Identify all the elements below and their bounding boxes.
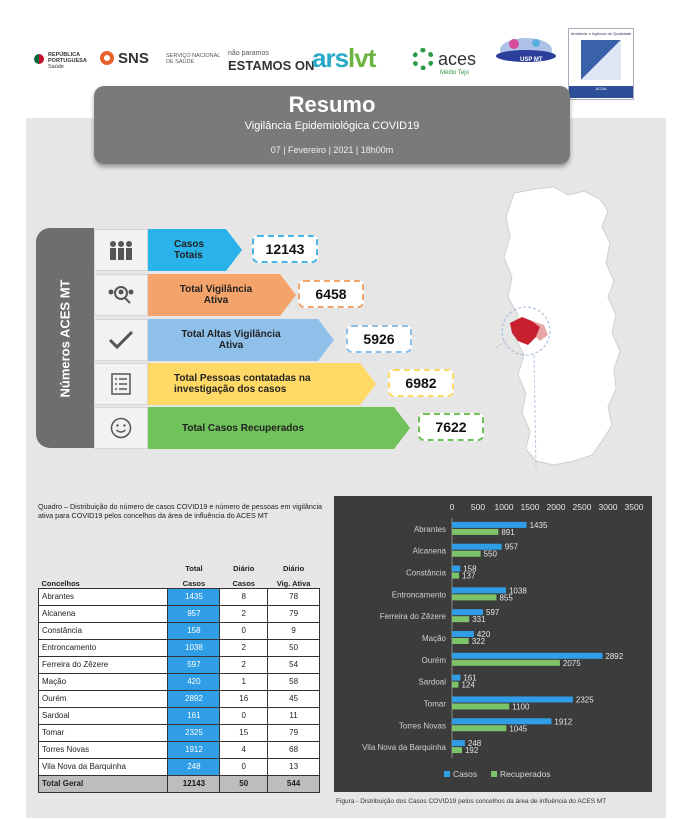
bar-casos (452, 522, 527, 528)
indicator-value: 6982 (388, 369, 454, 397)
indicator-label-wrap (148, 231, 242, 269)
diario-casos-cell: 50 (220, 775, 268, 792)
header-cell: Diário (233, 564, 255, 573)
header-cell: Total (185, 564, 203, 573)
side-label: Números ACES MT (57, 279, 73, 397)
header-cell (39, 558, 168, 573)
total-casos-cell: 248 (168, 758, 220, 775)
indicator-value: 7622 (418, 413, 484, 441)
diario-vig-cell: 45 (268, 690, 320, 707)
bar-recuperados (452, 594, 496, 600)
indicator-label: Total Pessoas contatadas na investigação dos casos (174, 373, 311, 395)
sns-text: SNS (118, 50, 149, 67)
lvt-text: lvt (348, 43, 376, 73)
table-row (39, 622, 320, 639)
indicator-value: 5926 (346, 325, 412, 353)
bar-recuperados (452, 682, 458, 688)
aces-logo (412, 48, 476, 76)
concelho-cell: Total Geral (39, 775, 168, 792)
bar-recuperados (452, 703, 509, 709)
badge-top: Ambiente e Agência de Qualidade (570, 31, 632, 36)
concelho-cell: Ourém (39, 690, 168, 707)
bar-recuperados (452, 725, 506, 731)
bar-recuperados (452, 616, 469, 622)
table-total-row (39, 775, 320, 792)
indicator-label: Total Altas Vigilância Ativa (181, 329, 281, 351)
badge-foot: ACSA (569, 86, 633, 98)
category-label: Vila Nova da Barquinha (362, 743, 446, 753)
category-label: Mação (421, 634, 446, 643)
indicator-value: 6458 (298, 280, 364, 308)
concelho-cell: Tomar (39, 724, 168, 741)
concelho-cell: Mação (39, 673, 168, 690)
diario-casos-cell: 16 (220, 690, 268, 707)
aces-dots-icon (412, 48, 434, 70)
estamos-text: ESTAMOS ON (228, 58, 315, 73)
legend-entry: Recuperados (500, 769, 551, 779)
diario-casos-cell: 0 (220, 707, 268, 724)
bar-recuperados (452, 660, 560, 666)
data-label: 1435 (529, 520, 548, 530)
data-label: 855 (499, 593, 513, 603)
aces-sub: Médio Tejo (440, 70, 469, 76)
numeros-aces-card (36, 228, 94, 448)
indicator-label: Total Casos Recuperados (182, 422, 305, 434)
report-date: 07 | Fevereiro | 2021 | 18h00m (270, 145, 394, 155)
total-casos-cell: 2892 (168, 690, 220, 707)
x-tick-label: 2000 (546, 502, 566, 512)
republica-portuguesa-logo (48, 52, 96, 70)
concelho-cell: Sardoal (39, 707, 168, 724)
concelho-cell: Torres Novas (39, 741, 168, 758)
data-label: 2892 (605, 651, 624, 661)
legend-entry: Casos (453, 769, 478, 779)
data-label: 1045 (509, 724, 528, 734)
total-casos-cell: 1912 (168, 741, 220, 758)
bar-recuperados (452, 638, 469, 644)
data-label: 2325 (575, 695, 594, 705)
checklist-icon (94, 363, 148, 405)
chart-caption: Figura - Distribuição dos Casos COVID19 pelos concelhos da área de influência do ACES MT (336, 798, 607, 805)
side-label-wrap (36, 228, 94, 448)
category-label: Sardoal (418, 677, 446, 687)
category-label: Abrantes (413, 524, 446, 534)
x-tick-label: 0 (449, 502, 455, 512)
indicator-value: 12143 (252, 235, 318, 263)
total-casos-cell: 1038 (168, 639, 220, 656)
header-cell: Vig. Ativa (276, 578, 311, 588)
sns-ring-icon (100, 51, 114, 65)
data-label: 137 (462, 571, 476, 581)
table-row (39, 639, 320, 656)
map-connector-line (496, 341, 506, 403)
diario-vig-cell: 79 (268, 605, 320, 622)
total-casos-cell: 2325 (168, 724, 220, 741)
x-tick-label: 3000 (598, 502, 618, 512)
portugal-flag-icon (34, 54, 44, 64)
bar-casos (452, 631, 474, 637)
table-row (39, 758, 320, 775)
table-row (39, 605, 320, 622)
diario-vig-cell: 9 (268, 622, 320, 639)
legend-swatch (444, 771, 450, 777)
bar-recuperados (452, 551, 481, 557)
data-label: 2075 (562, 658, 581, 668)
total-casos-cell: 161 (168, 707, 220, 724)
people-icon (94, 229, 148, 271)
total-casos-cell: 158 (168, 622, 220, 639)
diario-vig-cell: 68 (268, 741, 320, 758)
x-tick-label: 1000 (494, 502, 514, 512)
page-title: Resumo (288, 92, 376, 117)
concelhos-table (38, 558, 320, 793)
indicator-label: Casos Totais (174, 239, 205, 261)
smiley-icon (94, 407, 148, 449)
x-tick-label: 3500 (624, 502, 644, 512)
sns-logo (100, 50, 149, 67)
data-label: 331 (472, 615, 486, 625)
diario-vig-cell: 78 (268, 588, 320, 605)
bar-casos (452, 566, 460, 572)
portugal-map (496, 185, 636, 470)
header-cell: Casos (232, 578, 255, 588)
diario-vig-cell: 79 (268, 724, 320, 741)
table-row (39, 673, 320, 690)
quality-badge-logo (568, 28, 634, 100)
data-label: 161 (463, 673, 477, 683)
bar-recuperados (452, 573, 459, 579)
indicator-label: Total Vigilância Ativa (179, 284, 253, 306)
header-cell: Concelhos (41, 578, 80, 588)
diario-casos-cell: 2 (220, 605, 268, 622)
data-label: 550 (483, 549, 497, 559)
table-row (39, 656, 320, 673)
table-header-row (39, 573, 320, 588)
republica-sub: Saúde (48, 64, 64, 70)
estamos-small: não paramos (228, 50, 269, 57)
data-label: 420 (476, 630, 491, 639)
table-row (39, 707, 320, 724)
diario-casos-cell: 8 (220, 588, 268, 605)
diario-casos-cell: 15 (220, 724, 268, 741)
data-label: 248 (467, 739, 482, 749)
data-label: 158 (463, 564, 477, 574)
header-cell: Diário (282, 564, 305, 573)
x-tick-label: 500 (470, 502, 486, 512)
x-tick-label: 2500 (572, 502, 592, 512)
data-label: 124 (461, 680, 475, 690)
diario-vig-cell: 58 (268, 673, 320, 690)
magnifier-group-icon (94, 274, 148, 316)
diario-vig-cell: 54 (268, 656, 320, 673)
bar-casos (452, 740, 465, 746)
category-label: Tomar (423, 699, 446, 709)
checkmark-icon (94, 319, 148, 361)
usp-text: USP MT (520, 57, 543, 63)
table-header-row-top (39, 558, 320, 573)
header-cell: Casos (182, 578, 206, 588)
bar-casos (452, 675, 460, 681)
indicator-label-wrap (148, 409, 410, 447)
total-casos-cell: 597 (168, 656, 220, 673)
data-label: 1100 (512, 702, 530, 712)
data-label: 192 (464, 746, 479, 756)
x-tick-label: 1500 (520, 502, 540, 512)
total-casos-cell: 12143 (168, 775, 220, 792)
diario-casos-cell: 0 (220, 622, 268, 639)
category-label: Alcanena (412, 546, 446, 556)
total-casos-cell: 957 (168, 605, 220, 622)
category-label: Ferreira do Zêzere (379, 612, 446, 622)
diario-casos-cell: 1 (220, 673, 268, 690)
data-label: 957 (504, 542, 519, 552)
indicator-label-wrap (148, 276, 296, 314)
republica-text: REPÚBLICA PORTUGUESA (48, 52, 87, 64)
ars-text: ars (312, 43, 349, 73)
concelho-cell: Ferreira do Zêzere (39, 656, 168, 673)
table-row (39, 690, 320, 707)
ars-lvt-logo (312, 43, 375, 74)
data-label: 322 (471, 637, 486, 646)
casos-recuperados-chart (334, 496, 652, 792)
diario-vig-cell: 11 (268, 707, 320, 724)
diario-casos-cell: 4 (220, 741, 268, 758)
concelho-cell: Entroncamento (39, 639, 168, 656)
category-label: Constância (405, 568, 446, 578)
data-label: 1912 (554, 717, 573, 727)
diario-casos-cell: 2 (220, 639, 268, 656)
concelho-cell: Abrantes (39, 588, 168, 605)
aces-text: aces (438, 49, 477, 69)
diario-vig-cell: 50 (268, 639, 320, 656)
title-box (94, 86, 570, 164)
data-label: 597 (486, 608, 500, 618)
diario-casos-cell: 0 (220, 758, 268, 775)
table-caption: Quadro – Distribuição do número de casos COVID19 e número de pessoas em vigilância ativa para COVID19 pelos concelhos da área de influência do ACES MT (38, 502, 323, 520)
bar-recuperados (452, 529, 498, 535)
diario-vig-cell: 544 (268, 775, 320, 792)
quality-mark-icon (581, 40, 621, 80)
total-casos-cell: 1435 (168, 588, 220, 605)
indicator-label-wrap (148, 321, 334, 359)
indicator-label-wrap (148, 365, 376, 403)
table-row (39, 724, 320, 741)
category-label: Torres Novas (398, 721, 446, 731)
concelho-cell: Alcanena (39, 605, 168, 622)
total-casos-cell: 420 (168, 673, 220, 690)
concelho-cell: Constância (39, 622, 168, 639)
usp-logo (496, 34, 566, 74)
table-row (39, 588, 320, 605)
sns-sub: SERVIÇO NACIONAL DE SAÚDE (166, 53, 221, 65)
page-subtitle: Vigilância Epidemiológica COVID19 (244, 120, 420, 132)
table-row (39, 741, 320, 758)
diario-casos-cell: 2 (220, 656, 268, 673)
estamos-on-logo (228, 48, 314, 72)
diario-vig-cell: 13 (268, 758, 320, 775)
data-label: 891 (501, 527, 515, 537)
data-label: 1038 (508, 586, 527, 596)
category-label: Entroncamento (391, 590, 446, 600)
bar-casos (452, 587, 506, 593)
usp-globe-icon (496, 34, 566, 74)
bar-recuperados (452, 747, 462, 753)
legend-swatch (491, 771, 497, 777)
concelho-cell: Vila Nova da Barquinha (39, 758, 168, 775)
category-label: Ourém (421, 655, 446, 665)
bar-casos (452, 718, 551, 724)
